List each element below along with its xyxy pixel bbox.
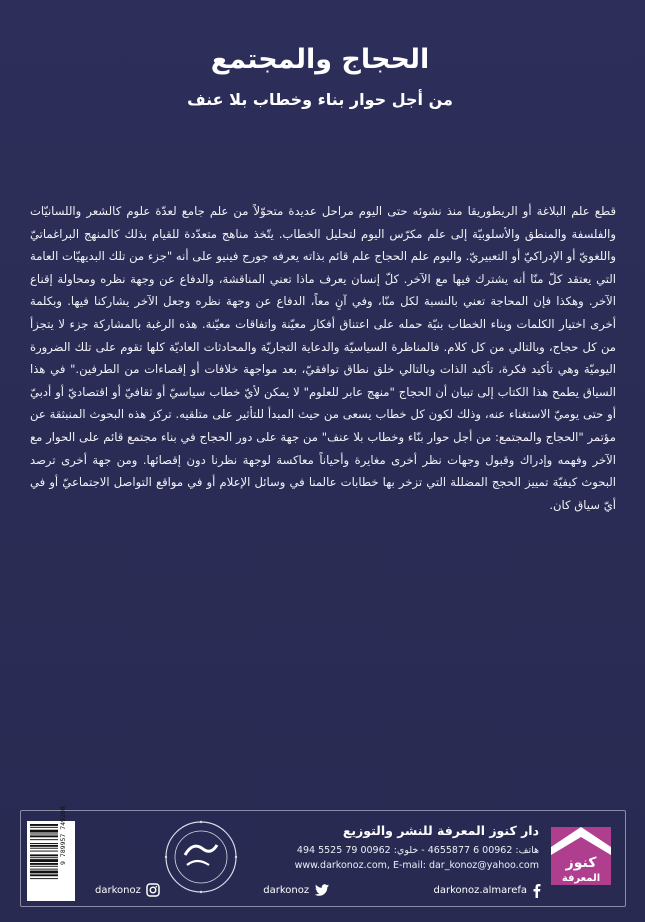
publisher-phone: هاتف: 00962 6 4655877 - خلوي: 00962 79 5525 494 — [296, 845, 539, 856]
twitter-handle: darkonoz — [263, 884, 310, 896]
book-subtitle: من أجل حوار بناء وخطاب بلا عنف — [187, 90, 453, 109]
barcode-stripe — [30, 824, 58, 826]
barcode-stripe — [30, 827, 58, 828]
barcode-stripe — [30, 851, 58, 852]
barcode-stripe — [30, 859, 58, 862]
barcode-stripe — [30, 839, 58, 840]
barcode-stripe — [30, 848, 58, 849]
svg-text:المعرفة: المعرفة — [561, 873, 601, 884]
barcode-stripe — [30, 854, 58, 856]
barcode-stripe — [30, 835, 58, 837]
instagram-handle: darkonoz — [95, 884, 141, 896]
blurb-text — [30, 200, 616, 516]
facebook-icon — [532, 883, 541, 898]
publisher-name: دار كنوز المعرفة للنشر والتوزيع — [342, 823, 539, 838]
publisher-web-email: www.darkonoz.com, E-mail: dar_konoz@yahoo.com — [294, 860, 539, 871]
twitter-link[interactable] — [263, 883, 330, 897]
facebook-handle: darkonoz.almarefa — [433, 884, 527, 896]
barcode-stripe — [30, 830, 58, 833]
svg-text:كنوز: كنوز — [565, 855, 597, 871]
publisher-logo-icon — [549, 825, 613, 887]
blurb-paragraph: قطع علم البلاغة أو الريطوريقا منذ نشوئه حتى اليوم مراحل عديدة متحوّلاً من علم جامع لعدّة علوم كالشعر واللسانيّات والفلسفة والمنطق والأسلوبيّة إلى علم مكرّس اليوم لتحليل الخطاب. يتّخذ مناهج متعدّدة للقيام بذلك كالمنهج البراغماتيّ واللغويّ أو الإدراكيّ أو التعبيريّ. واليوم علم الحجاج علم قائم بذاته يعرفه جورج فينيو على أنه "جزء من تلك البديهيّات العامة التي يعتقد كلّ منّا أنه يشترك فيها مع الآخر. كلّ إنسان يعرف ماذا تعني المناقشة، والدفاع عن وجهة نظره ومحاولة إقناع الآخر. وهكذا فإن المحاجة تعني بالنسبة لكل منّا، وفي آنٍ معاً، الدفاع عن وجهة نظره وجعل الآخر يشاركنا فيها. وبكلمة أخرى اختيار الكلمات وبناء الخطاب بنيّة حمله على اعتناق أفكار معيّنة واتفاقات معيّنة. هذه الرغبة بالمشاركة جزء لا يتجزأ من كل حجاج، وبالتالي من كل كلام. فالمناظرة السياسيّة والدعاية التجاريّة والمحادثات العاديّة كلها تقوم على تلك الضرورة اليوميّة وهي تأكيد فكرة، تأكيد الذات وبالتالي خلق نطاق توافقيّ، بعد مواجهة خلافات أو إقصاءات من الطرفين." في هذا السياق يطمح هذا الكتاب إلى تبيان أن الحجاج "منهج عابر للعلوم" لا يمكن لأيّ خطاب سياسيّ أو ثقافيّ أو اقتصاديّ أو أدبيّ أو حتى يوميّ الاستغناء عنه، وذلك لكون كل خطاب يسعى من حيث المبدأ للتأثير على متلقيه. تركز هذه البحوث المنبثقة عن مؤتمر "الحجاج والمجتمع: من أجل حوار بنّاء وخطاب بلا عنف" من جهة على دور الحجاج في بناء مجتمع قائم على الحوار مع الآخر وفهمه وإدراك وقبول وجهات نظر أخرى مغايرة وأحياناً معاكسة لوجهة نظرنا دون إقصائها. ومن جهة أخرى ترصد البحوث كيفيّة تمييز الحجج المضللة التي تزخر بها خطابات عالمنا في وسائل الإعلام أو في مواقع التواصل الاجتماعيّ أو في أيّ سياق كان. — [30, 204, 616, 512]
facebook-link[interactable] — [434, 883, 542, 898]
book-title: الحجاج والمجتمع — [210, 44, 430, 75]
barcode-stripe — [30, 874, 58, 876]
barcode-stripe — [30, 866, 58, 867]
barcode-stripe — [30, 845, 58, 847]
isbn-barcode: 9 789957 749200 — [27, 821, 75, 901]
barcode-stripe — [30, 863, 58, 865]
publisher-footer — [20, 806, 626, 907]
instagram-link[interactable] — [95, 883, 160, 897]
barcode-stripe — [30, 871, 58, 874]
social-links — [95, 881, 541, 899]
barcode-stripe — [30, 857, 58, 858]
barcode-bars — [27, 821, 61, 901]
barcode-stripe — [30, 878, 58, 879]
instagram-icon — [146, 883, 160, 897]
barcode-stripe — [30, 869, 58, 870]
barcode-stripe — [30, 834, 58, 835]
twitter-icon — [314, 883, 330, 897]
barcode-stripe — [30, 843, 58, 844]
